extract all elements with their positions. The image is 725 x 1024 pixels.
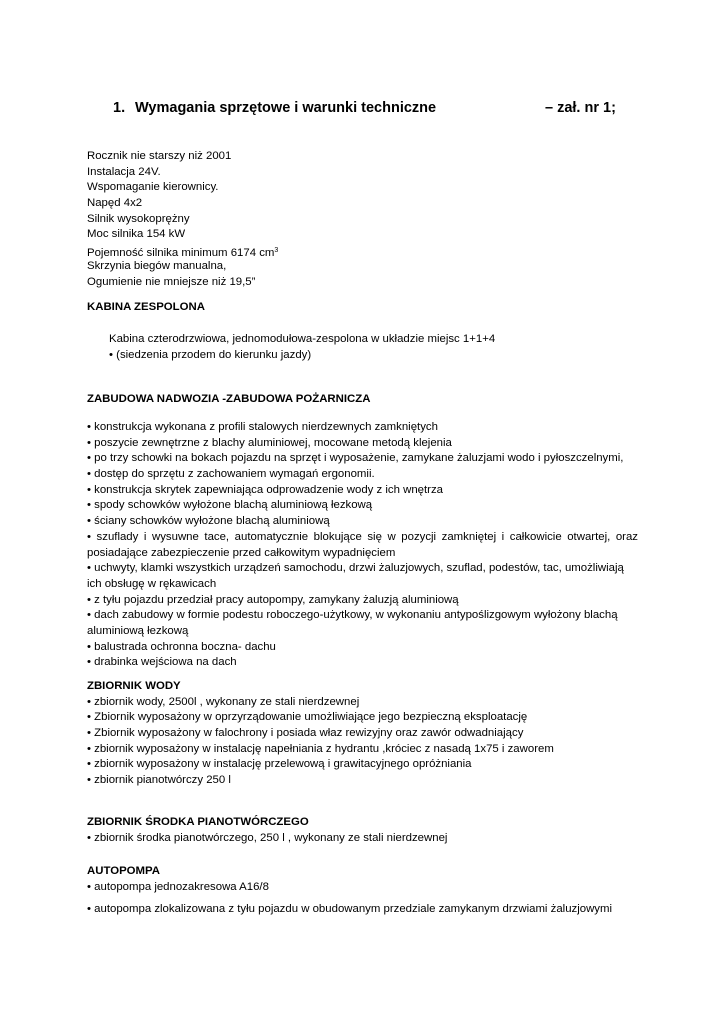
list-item: Kabina czterodrzwiowa, jednomodułowa-zespolona w układzie miejsc 1+1+4: [109, 333, 496, 345]
autopompa-items-more: [87, 902, 638, 918]
list-item: • drabinka wejściowa na dach: [87, 656, 237, 669]
zbiornik-srodka-title: ZBIORNIK ŚRODKA PIANOTWÓRCZEGO: [87, 816, 309, 828]
list-item: • konstrukcja wykonana z profili stalowych nierdzewnych zamkniętych: [87, 421, 438, 433]
zbiornik-wody-title: ZBIORNIK WODY: [87, 680, 181, 692]
list-item: • autopompa jednozakresowa A16/8: [87, 880, 269, 893]
section-heading: [113, 100, 613, 116]
list-item: • zbiornik pianotwórczy 250 l: [87, 774, 231, 787]
spec-line: Silnik wysokoprężny: [87, 212, 190, 225]
list-item: • Zbiornik wyposażony w falochrony i posiada właz rewizyjny oraz zawór odwadniający: [87, 727, 524, 740]
kabina-items: [87, 332, 638, 363]
spec-line: Wspomaganie kierownicy.: [87, 181, 219, 194]
list-item: • szuflady i wysuwne tace, automatycznie blokujące się w pozycji zamkniętej i całkowicie otwartej, oraz posiadające zabezpieczenie przed całkowitym wypadnięciem: [87, 530, 638, 559]
list-item: • z tyłu pojazdu przedział pracy autopompy, zamykany żaluzją aluminiową: [87, 593, 459, 606]
spec-line: Napęd 4x2: [87, 197, 143, 210]
list-item: • dostęp do sprzętu z zachowaniem wymagań ergonomii.: [87, 468, 375, 481]
list-item: • uchwyty, klamki wszystkich urządzeń samochodu, drzwi żaluzjowych, szuflad, podestów, tac, umożliwiają ich obsługę w rękawicach: [87, 562, 624, 590]
list-item: • ściany schowków wyłożone blachą aluminiową: [87, 515, 330, 528]
list-item: • zbiornik wody, 2500l , wykonany ze stali nierdzewnej: [87, 695, 360, 708]
zbiornik-srodka-section: [87, 815, 638, 846]
autopompa-title: AUTOPOMPA: [87, 865, 160, 877]
list-item: • (siedzenia przodem do kierunku jazdy): [109, 348, 312, 361]
spec-line-engine: [87, 243, 638, 259]
spec-line: Rocznik nie starszy niż 2001: [87, 150, 232, 162]
list-item: • Zbiornik wyposażony w oprzyrządowanie umożliwiające jego bezpieczną eksploatację: [87, 711, 528, 724]
zbiornik-wody-section: [87, 679, 638, 789]
specs-block: [87, 149, 638, 290]
spec-line: Ogumienie nie mniejsze niż 19,5”: [87, 275, 256, 288]
zabudowa-items: [87, 420, 638, 671]
annex-label: – zał. nr 1;: [545, 100, 616, 116]
engine-capacity-text: Pojemność silnika minimum 6174 cm: [87, 247, 275, 260]
heading-title: Wymagania sprzętowe i warunki techniczne: [135, 100, 437, 116]
heading-number: 1.: [113, 100, 126, 116]
engine-capacity-sup: 3: [274, 247, 279, 255]
spec-line: Moc silnika 154 kW: [87, 228, 186, 241]
list-item: • poszycie zewnętrzne z blachy aluminiowej, mocowane metodą klejenia: [87, 436, 452, 449]
list-item: • konstrukcja skrytek zapewniająca odprowadzenie wody z ich wnętrza: [87, 483, 444, 496]
list-item: • zbiornik wyposażony w instalację napełniania z hydrantu ,króciec z nasadą 1x75 i zaworem: [87, 742, 554, 755]
kabina-section: [87, 300, 638, 316]
list-item: • zbiornik środka pianotwórczego, 250 l , wykonany ze stali nierdzewnej: [87, 831, 448, 844]
spec-line: Skrzynia biegów manualna,: [87, 259, 227, 272]
kabina-title: KABINA ZESPOLONA: [87, 301, 205, 313]
list-item: • zbiornik wyposażony w instalację przelewową i grawitacyjnego opróżniania: [87, 758, 472, 771]
zabudowa-title: ZABUDOWA NADWOZIA -ZABUDOWA POŻARNICZA: [87, 393, 371, 405]
list-item: • spody schowków wyłożone blachą aluminiową łezkową: [87, 499, 373, 512]
list-item: • balustrada ochronna boczna- dachu: [87, 640, 276, 653]
list-item: • dach zabudowy w formie podestu roboczego-użytkowy, w wykonaniu antypoślizgowym wyłożony blachą aluminiową łezkową: [87, 609, 618, 638]
list-item: • autopompa zlokalizowana z tyłu pojazdu w obudowanym przedziale zamykanym drzwiami żaluzjowymi: [87, 903, 613, 915]
list-item: • po trzy schowki na bokach pojazdu na sprzęt i wyposażenie, zamykane żaluzjami wodo i pyłoszczelnymi,: [87, 452, 624, 465]
autopompa-section: [87, 864, 638, 895]
spec-line: Instalacja 24V.: [87, 165, 161, 178]
zabudowa-section: [87, 392, 638, 408]
